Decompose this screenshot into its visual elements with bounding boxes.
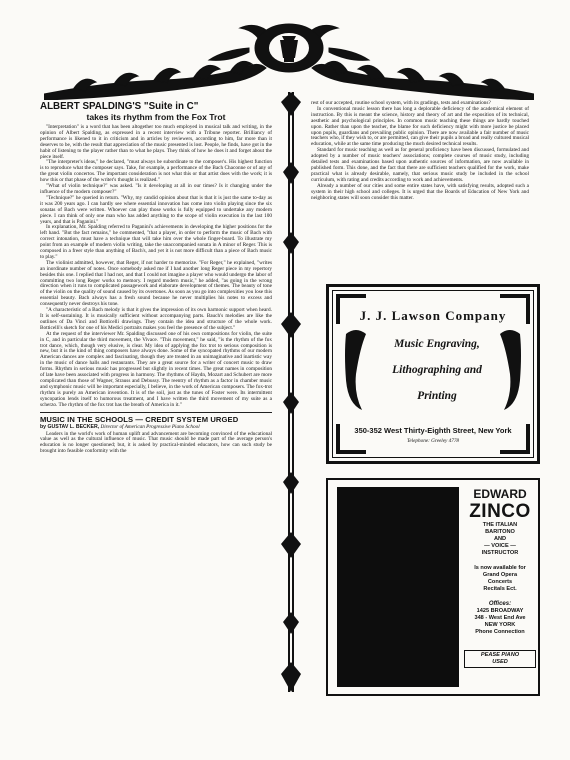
article-paragraph: At the request of the interviewer Mr. Spalding discussed one of his own compositions for violin, the suite in C, and in particular the third movement, the Vivace. "This movement," he said, "is the rhythm of the fox trot dance, which, though very elusive, is clear. My idea of applying the fox trot to serious composition is new, but it is the kind of thing composers have always done. Some of the syncopated rhythms of our modern American dances are complex and fascinating, though they are treated in an unimaginative and inartistic way in the music of dance halls and restaurants. They are a great source for a writer of concert music to draw forms. Rhythm in serious music has progressed but slightly in recent times. The great names in composition of late have been associated with progress in harmony. The rhythms of Haydn, Mozart and Schubert are more complicated than those of Wagner, Strauss and Debussy. The reentry of rhythm as a factor in chamber music and symphonic music will be important especially, I believe, in the work of American composers. The fox-trot rhythm is purely an American invention. It is of the soil, just as the tunes of Foster were. Its intermittent syncopation lends itself to humorous treatment, and I have written the third movement of my suite as a scherzo. The rhythm of the fox trot has the breath of America in it.": [40, 330, 272, 408]
lawson-company-ad: [326, 284, 540, 464]
zinco-first-name: EDWARD: [473, 487, 527, 501]
article-paragraph: In explanation, Mr. Spalding referred to Paganini's achievements in developing the higher positions for the left hand. "But the fact remains," he commented, "that a player, in order to perform the music of Bach with correct intonation, must have a technique that will take him over the whole finger-board. To illustrate my point from an example of modern violin writing, take the unaccompanied sonata in A minor of Reger. This is composed in a freer style than anything of Bach's, and yet it is not more difficult than a piece of Bach music to play.": [40, 224, 272, 260]
ornamental-header-banner: [44, 22, 534, 100]
zinco-phone: Phone Connection: [475, 629, 525, 635]
article-paragraph: "What of violin technique?" was asked. "Is it developing at all in our times? Is it changing under the influence of the modern composer?": [40, 183, 272, 195]
second-article-title: MUSIC IN THE SCHOOLS — CREDIT SYSTEM URGED: [40, 414, 239, 424]
zinco-line: BARITONO: [485, 529, 515, 535]
zinco-availability: Recitals Ect.: [483, 586, 517, 592]
article-paragraph: The violinist admitted, however, that Reger, if not harder to memorize. "For Reger," he explained, "writes an inordinate number of notes. Once somebody asked me if I had another long Reger piece in my repertory besides this one. I replied that I had not, and that I could not imagine a player who would undergo the labor of committing two long Reger works to memory. I regard modern music," he added, "as going in the wrong direction when it runs to complicated passagework and elaborate development of themes. The beauty of tone of the violin on the quality of sound caused by its overtones. As soon as you go into complexities you lose this essential beauty. Bach always has a fresh sound because he never multiplies his notes to excess and consequently never destroys his tone.: [40, 259, 272, 308]
ad-service-line: Lithographing and: [392, 364, 482, 376]
article-paragraph: Leaders in the world's work of human uplift and advancement are becoming convinced of the educational value as well as the cultural influence of music. That music should be made part of the average person's education is no longer questioned; but, it is asked by practical-minded educators, how can such study be brought into feasible conformity with the: [40, 430, 272, 455]
right-column: [311, 101, 529, 201]
ad-address: 350-352 West Thirty-Eighth Street, New York: [354, 426, 512, 435]
portrait-photo: [337, 487, 459, 687]
left-column: [40, 101, 272, 455]
zinco-ad: [326, 478, 540, 696]
article-paragraph: In conventional music lesson there has long a deplorable deficiency of the academical element of instruction. By this is meant the science, history and theory of art and the exposition of its technical, aesthetic and psychological principles. In common music teaching these things are hardly touched upon. Rather than upon the teacher, the blame for such deficiency might with more justice be placed upon pupils, guardians and prevailing public opinion. There are now available a fair number of music teachers who, if they wish to, or are permitted, can give their pupils a broad and really cultured musical education, while at the same time producing the much desired technical results.: [311, 105, 529, 148]
zinco-line: AND: [493, 536, 507, 542]
byline: [40, 424, 272, 430]
zinco-office: 348 - West End Ave: [474, 615, 526, 621]
article-paragraph: Already a number of our cities and some entire states have, with satisfying results, adopted such a system in their high school and colleges. It is urged that the Boards of Education of New York and neighboring states will soon consider this matter.: [311, 182, 529, 201]
zinco-office: NEW YORK: [484, 622, 516, 628]
byline-role: Director of American Progressive Piano School: [100, 423, 200, 430]
zinco-office: 1425 BROADWAY: [476, 608, 524, 614]
ad-service-line: Printing: [417, 390, 457, 402]
zinco-line: THE ITALIAN: [482, 522, 518, 528]
article-paragraph: "A characteristic of a Bach melody is that it gives the impression of its own harmonic support when heard. It is self-sustaining. It is musically sufficient without accompanying parts. Bauch's melodies are like the outlines of Da Vinci and Botticelli drawings. They contain the idea and structure of the whole work. Botticelli's sketch for one of his Medici portraits makes you feel the presence of the subject.": [40, 307, 272, 331]
ad-service-line: Music Engraving,: [394, 338, 480, 350]
vertical-ornamental-divider: [279, 92, 303, 692]
zinco-line: INSTRUCTOR: [481, 550, 519, 556]
article-paragraph: "Technique?" he queried in return. "Why, my candid opinion about that is that it is just the same to-day as it was 200 years ago. I can hardly see where essential innovation has come into violin playing since the six sonatas of Bach were written. Whoever can play those works is fully equipped to undertake any modern piece. I can think of only one man who has added anything to the scope of violin execution in the last 100 years, and that is Paganini.": [40, 194, 272, 225]
pease-piano-line: PEASE PIANO: [480, 652, 520, 658]
zinco-ad-text: [464, 487, 536, 668]
article-paragraph: "Interpretation" is a word that has been altogether too much employed in musical talk and writing, in the opinion of Albert Spalding, as expressed in a recent interview with a Tribune reporter. Brilliancy of performance is likened to it in criticism and in articles by reviewers, according to him, far more than it deserves to be, with the result that appreciation of the music presented is lost. People, he finds, have got in the habit of listening to the player rather than to what he plays. They think of how he does it and forget about the piece itself.: [40, 124, 272, 160]
zinco-line: — VOICE —: [484, 543, 516, 549]
article-paragraph: Standard for music teaching as well as for general proficiency have been discussed, formulated and adopted by a number of music teachers' associations; complete courses of music study, including detailed tests and examinations based upon authentic sources of information, are now available in published form. This done, and the fact that there are sufficient teachers qualified for the work, make practical what is already desirable, namely, that serious music study be included in the school curriculum, with rating and credits according to work and achievements.: [311, 147, 529, 183]
ad-company-name: J. J. Lawson Company: [359, 308, 507, 323]
byline-author: by GUSTAV L. BECKER,: [40, 423, 100, 430]
article-paragraph: rest of our accepted, routine school system, with its gradings, tests and examinations?: [311, 100, 491, 106]
zinco-last-name: ZINCO: [469, 501, 531, 522]
zinco-availability: Grand Opera: [482, 572, 518, 578]
zinco-offices-label: Offices:: [488, 601, 512, 607]
article-subtitle: takes its rhythm from the Fox Trot: [86, 112, 226, 122]
pease-piano-line: USED: [492, 659, 508, 665]
zinco-availability: Is now available for: [474, 565, 526, 571]
article-title: ALBERT SPALDING'S "Suite in C": [40, 101, 199, 112]
article-paragraph: "The interpreter's ideas," he declared, "must always be subordinate to the composer's. His highest function is to reproduce what the composer says. Take, for example, a performance of the Bach Chaconne or of any of the great violin concertos. The important consideration is not what this or that artist does with the work; it is how this or that phase of the writer's thought is realized.": [40, 159, 272, 184]
pease-piano-box: [464, 650, 536, 668]
ad-telephone: Telephone: Greeley 4778: [406, 438, 460, 444]
zinco-availability: Concerts: [487, 579, 513, 585]
section-rule: [40, 412, 272, 413]
